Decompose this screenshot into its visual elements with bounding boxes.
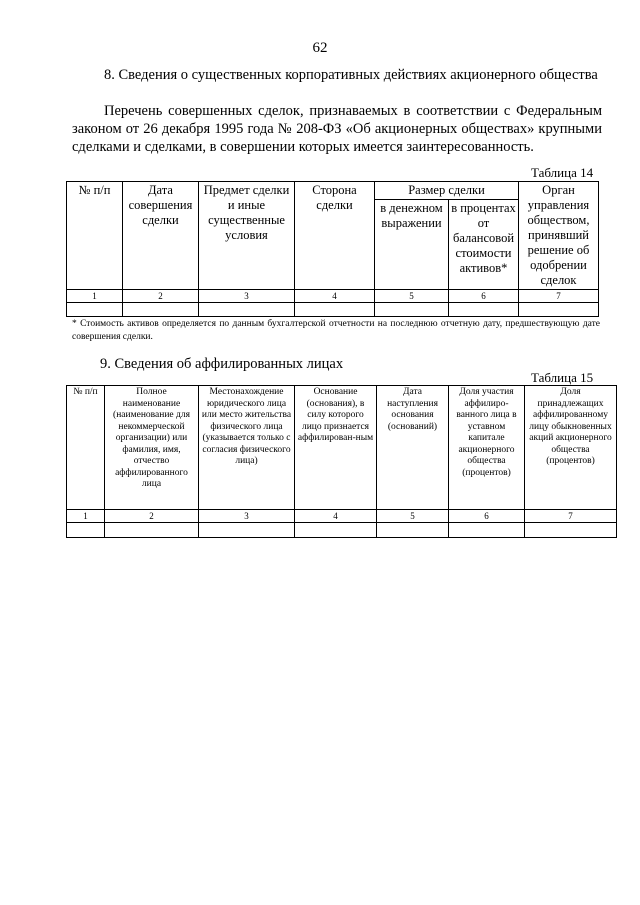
t15-colnum-3: 3 [199, 510, 295, 523]
t15-header-share-stock: Доля принадлежащих аффилированному лицу обыкновенных акций акционерного общества (процентов) [525, 386, 617, 510]
table-15 [66, 385, 617, 538]
table-14-label: Таблица 14 [531, 165, 594, 180]
t14-colnum-7: 7 [519, 290, 599, 303]
t14-header-size: Размер сделки [375, 182, 519, 200]
t14-colnum-1: 1 [67, 290, 123, 303]
t15-header-basis: Основание (основания), в силу которого лицо признается аффилирован-ным [295, 386, 377, 510]
table-14 [66, 181, 599, 317]
t15-colnum-7: 7 [525, 510, 617, 523]
t14-colnum-4: 4 [295, 290, 375, 303]
t14-header-subject: Предмет сделки и иные существенные условия [199, 182, 295, 290]
t14-header-organ: Орган управления обществом, принявший решение об одобрении сделок [519, 182, 599, 290]
t15-header-name: Полное наименование (наименование для некоммерческой организации) или фамилия, имя, отчество аффилированного лица [105, 386, 199, 510]
t15-colnum-1: 1 [67, 510, 105, 523]
t15-empty-row [67, 523, 617, 538]
t15-header-num: № п/п [67, 386, 105, 510]
table-14-footnote: * Стоимость активов определяется по данным бухгалтерской отчетности на последнюю отчетную дату, предшествующую дате совершения сделки. [72, 319, 600, 342]
t14-header-party: Сторона сделки [295, 182, 375, 290]
t14-colnum-2: 2 [123, 290, 199, 303]
t14-header-num: № п/п [67, 182, 123, 290]
t15-colnum-6: 6 [449, 510, 525, 523]
t14-header-date: Дата совершения сделки [123, 182, 199, 290]
t15-header-share-capital: Доля участия аффилиро-ванного лица в уставном капитале акционерного общества (процентов) [449, 386, 525, 510]
t14-colnum-6: 6 [449, 290, 519, 303]
t14-header-size-money: в денежном выражении [375, 200, 449, 290]
t15-colnum-2: 2 [105, 510, 199, 523]
t15-colnum-4: 4 [295, 510, 377, 523]
section-8-heading: 8. Сведения о существенных корпоративных действиях акционерного общества [104, 67, 598, 83]
table-15-label: Таблица 15 [531, 370, 594, 385]
section-8-paragraph: Перечень совершенных сделок, признаваемых в соответствии с Федеральным законом от 26 декабря 1995 года № 208-ФЗ «Об акционерных обществах» крупными сделками и сделками, в совершении которых имеется заинтересованность. [72, 103, 602, 155]
t15-header-date: Дата наступления основания (оснований) [377, 386, 449, 510]
page-number: 62 [312, 40, 328, 56]
t15-colnum-5: 5 [377, 510, 449, 523]
t14-colnum-3: 3 [199, 290, 295, 303]
t14-header-size-percent: в процентах от балансовой стоимости активов* [449, 200, 519, 290]
t14-empty-row [67, 303, 599, 317]
t15-header-location: Местонахождение юридического лица или место жительства физического лица (указывается только с согласия физического лица) [199, 386, 295, 510]
section-9-heading: 9. Сведения об аффилированных лицах [100, 356, 344, 372]
t14-colnum-5: 5 [375, 290, 449, 303]
